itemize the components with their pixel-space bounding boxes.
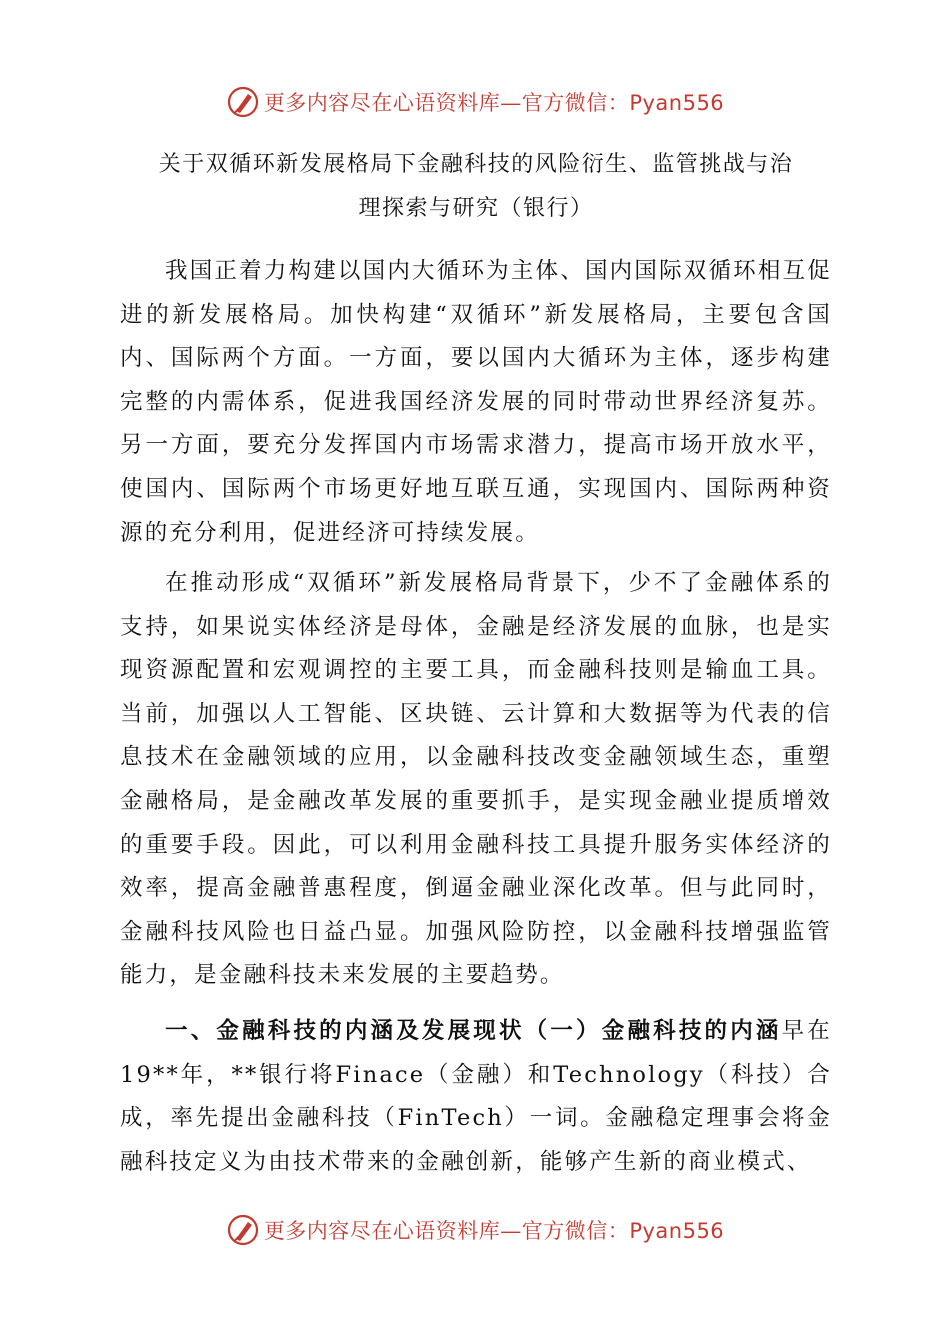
section-heading: 一、金融科技的内涵及发展现状（一）金融科技的内涵 <box>165 1018 782 1044</box>
title-line-2: 理探索与研究（银行） <box>358 196 594 221</box>
wechat-handle: Pyan556 <box>629 91 725 115</box>
body-paragraph-2: 在推动形成“双循环”新发展格局背景下，少不了金融体系的支持，如果说实体经济是母体，金融是经济发展的血脉，也是实现资源配置和宏观调控的主要工具，而金融科技则是输血工具。当前，加强以人工智能、区块链、云计算和大数据等为代表的信息技术在金融领域的应用，以金融科技改变金融领域生态，重塑金融格局，是金融改革发展的重要抓手，是实现金融业提质增效的重要手段。因此，可以利用金融科技工具提升服务实体经济的效率，提高金融普惠程度，倒逼金融业深化改革。但与此同时，金融科技风险也日益凸显。加强风险防控，以金融科技增强监管能力，是金融科技未来发展的主要趋势。 <box>120 570 832 989</box>
document-title <box>120 143 832 231</box>
footer-banner <box>0 1210 950 1250</box>
banner-text: 更多内容尽在心语资料库—官方微信：Pyan556 <box>263 1219 725 1243</box>
title-line-1: 关于双循环新发展格局下金融科技的风险衍生、监管挑战与治 <box>158 152 794 177</box>
body-paragraph-1: 我国正着力构建以国内大循环为主体、国内国际双循环相互促进的新发展格局。加快构建“双循环”新发展格局，主要包含国内、国际两个方面。一方面，要以国内大循环为主体，逐步构建完整的内需体系，促进我国经济发展的同时带动世界经济复苏。另一方面，要充分发挥国内市场需求潜力，提高市场开放水平，使国内、国际两个市场更好地互联互通，实现国内、国际两种资源的充分利用，促进经济可持续发展。 <box>120 258 832 546</box>
header-banner <box>0 82 950 122</box>
pen-nib-logo-icon <box>226 85 260 119</box>
banner-text: 更多内容尽在心语资料库—官方微信：Pyan556 <box>263 91 725 115</box>
wechat-handle: Pyan556 <box>629 1219 725 1243</box>
section-body-text: 早在19**年，**银行将Finace（金融）和Technology（科技）合成，率先提出金融科技（FinTech）一词。金融稳定理事会将金融科技定义为由技术带来的金融创新，能够产生新的商业模式、 <box>120 1018 832 1175</box>
pen-nib-logo-icon <box>226 1213 260 1247</box>
body-paragraph-3 <box>120 1010 832 1184</box>
